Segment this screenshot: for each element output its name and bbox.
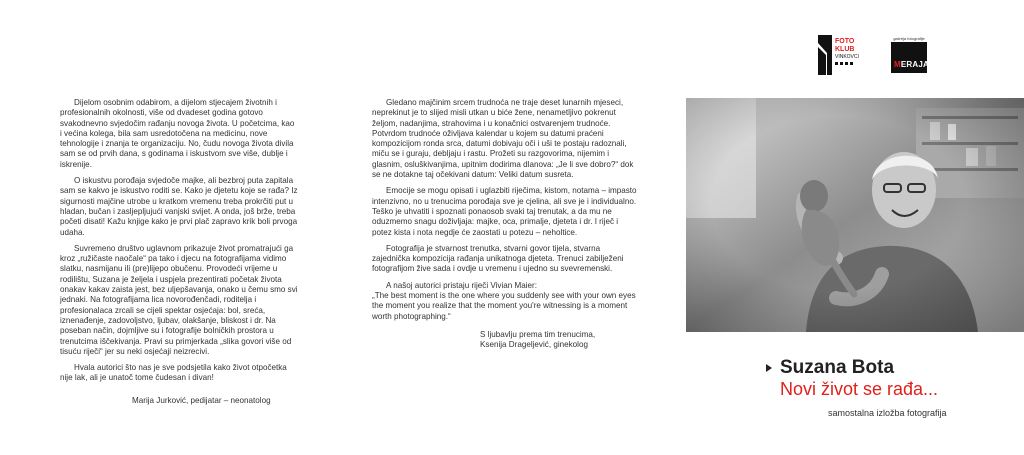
left-text-column: [60, 98, 298, 412]
right-text-column: [372, 98, 638, 351]
exhibition-title: Novi život se rađa...: [780, 379, 939, 399]
meraja-logo-caption: galerija fotografije: [893, 36, 925, 41]
logo-text-foto: FOTO: [835, 38, 855, 45]
right-paragraph-4: A našoj autorici pristaju riječi Vivian Maier:: [386, 280, 537, 290]
meraja-logo-name: MERAJA: [894, 60, 929, 69]
right-signature: [372, 330, 638, 351]
right-paragraph-1: Gledano majčinim srcem trudnoća ne traje deset lunarnih mjeseci, neprekinut je to slijed misli utkan u biće žene, nenametljivo pokrenut željom, nadanjima, strahovima i u konačnici ostvarenjem trudnoće. Potvrdom trudnoće oživljava kalendar u kojem su datumi praćeni kompozicijom ronda srca, datumi dobivaju oči i uši te postaju radoznali, miču se i guraju, debljaju i rastu. Prožeti su razgovorima, nijemim i glasnim, osluškivanjima, upitnim dodirima dlanova: „Je li sve dobro?“ dok se ne dotakne taj očekivani datum: Veliki datum susreta.: [372, 98, 634, 180]
meraja-logo-box: [891, 42, 927, 73]
left-paragraph-1: Dijelom osobnim odabirom, a dijelom stjecajem životnih i profesionalnih okolnosti, više od dvadeset godina gotovo svakodnevno svjedočim rađanju novoga života. U početcima, kao i većina kolega, bila sam usredotočena na medicinu, nove tehnologije i znanja te organizaciju. No, čudu novoga života divila sam se od prvih dana, s godinama i iskustvom sve više, dublje i iskrenije.: [60, 98, 295, 169]
right-paragraph-3: Fotografija je stvarnost trenutka, stvarni govor tijela, stvarna zajednička kompozicija rađanja unikatnoga djeteta. Trenuci zabilježeni fotografijom žive sada i ovdje u vremenu i ujedno su svevremenski.: [372, 243, 624, 274]
left-paragraph-2: O iskustvu porođaja svjedoče majke, ali bezbroj puta zapitala sam se kakvo je iskustvo roditi se. Kako je djetetu koje se rađa? Iz sigurnosti majčine utrobe u kratkom vremenu treba prokrčiti put u hladan, bučan i zasljepljujući vanjski svijet. A onda, još brže, treba početi disati! Kažu knjige kako je prvi plač zapravo krik boli prvoga udaha.: [60, 176, 298, 237]
author-name: Suzana Bota: [780, 357, 895, 378]
right-paragraph-2: Emocije se mogu opisati i uglazbiti riječima, kistom, notama – impasto intenzivno, no u trenucima porođaja sve je cjelina, ali sve je i individualno. Teško je uhvatiti i spoznati ponaosob svaki taj trenutak, a da mu ne oduzmemo snagu doživljaja: majke, oca, primalje, djeteta i dr. I riječ i potez kista i nota negdje će zaostati u potezu – neholtice.: [372, 186, 637, 237]
meraja-logo: [891, 35, 927, 75]
foto-klub-vinkovci-logo: [818, 35, 868, 75]
left-paragraph-3: Suvremeno društvo uglavnom prikazuje život promatrajući ga kroz „ružičaste naočale“ pa tako i djecu na fotografijama vidimo slatku, nasmijanu ili (pre)lijepo obučenu. Provodeći vrijeme u rodilištu, Suzana je željela i uspjela prezentirati početak života onakav kakav zaista jest, bez uljepšavanja, onako u čemu smo svi jednaki. Na fotografijama lica novorođenčadi, roditelja i profesionalaca zrcali se cijeli spektar osjećaja: bol, sreća, iznenađenje, zadovoljstvo, ljubav, olakšanje, bliskost i dr. Na poseban način, dojmljive su i fotografije bolničkih prostora u trenutcima iščekivanja. Pravi su primjerkada „slika govori više od tisuću riječi“ jer su neki osjećaji neizrecivi.: [60, 243, 298, 356]
right-signature-line-1: S ljubavlju prema tim trenucima,: [480, 329, 596, 339]
photograph-newborn-with-doctor: [686, 98, 1024, 332]
vivian-maier-quote: „The best moment is the one where you suddenly see with your own eyes the moment you realize that the moment you're witnessing is a moment worth photographing.“: [372, 291, 636, 321]
left-signature: Marija Jurković, pedijatar – neonatolog: [132, 395, 271, 405]
logos-area: [818, 35, 958, 75]
triangle-bullet-icon: [766, 364, 772, 372]
exhibition-type: samostalna izložba fotografija: [828, 408, 947, 418]
logo-text-klub: KLUB: [835, 46, 855, 53]
right-signature-line-2: Ksenija Drageljević, ginekolog: [480, 340, 588, 350]
logo-text-vinkovci: VINKOVCI: [835, 54, 859, 60]
photo-illustration: [686, 98, 1024, 332]
left-paragraph-4: Hvala autorici što nas je sve podsjetila kako život otpočetka nije lak, ali je unatoč tome čudesan i divan!: [60, 363, 287, 383]
